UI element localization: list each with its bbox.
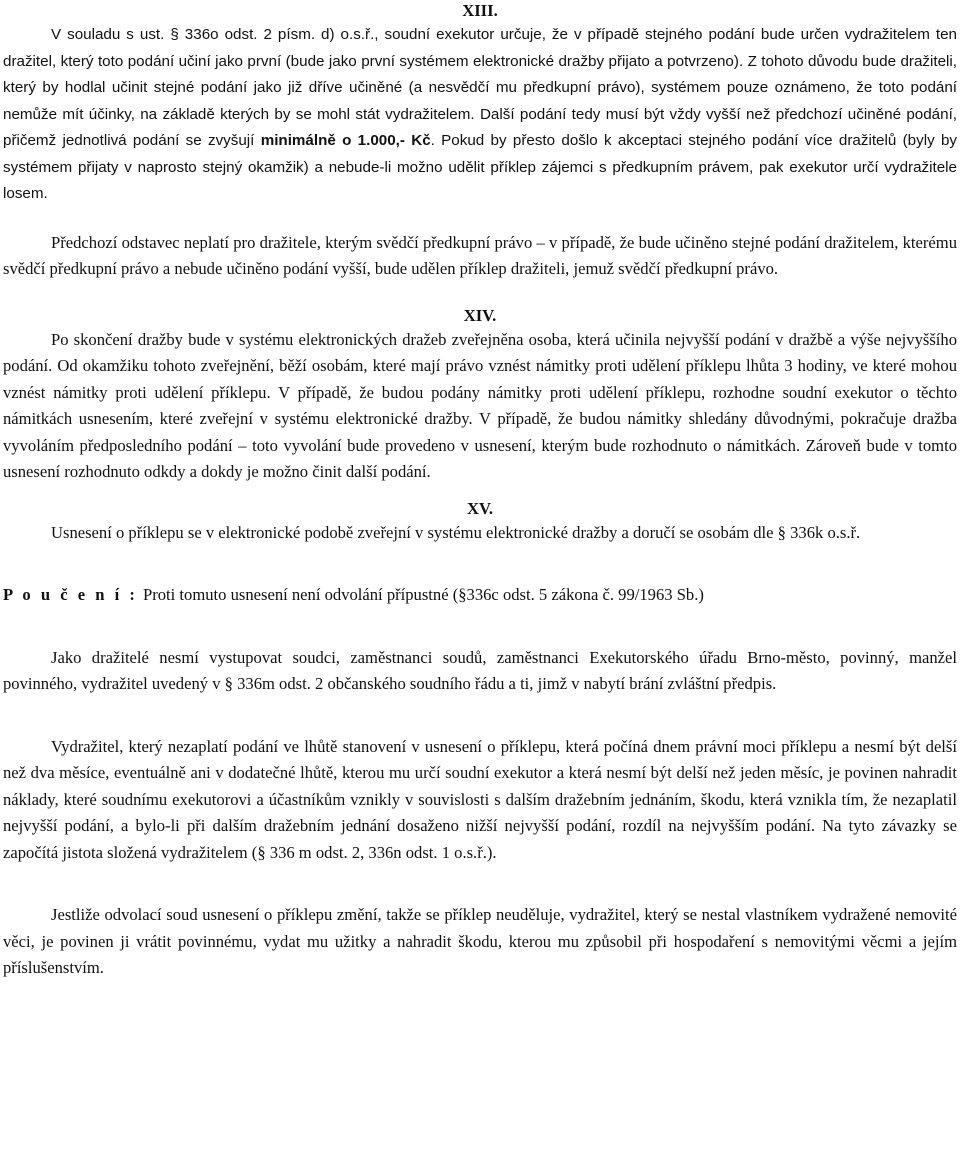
paragraph-same-bid-rule [3, 22, 957, 208]
paragraph-publication: Usnesení o příklepu se v elektronické podobě zveřejní v systému elektronické dražby a doručí se osobám dle § 336k o.s.ř. [51, 522, 861, 542]
paragraph-objections: Po skončení dražby bude v systému elektronických dražeb zveřejněna osoba, která učinila nejvyšší podání v dražbě a výše nejvyššího podání. Od okamžiku tohoto zveřejnění, běží osobám, které mají právo vznést námitky proti udělení příklepu lhůta 3 hodiny, ve které mohou vznést námitky proti udělení příklepu. V případě, že budou podány námitky proti udělení příklepu, rozhodne soudní exekutor o těchto námitkách usnesením, které zveřejní v systému elektronické dražby. V případě, že budou námitky shledány důvodnými, pokračuje dražba vyvoláním předposledního podání – toto vyvolání bude provedeno v usnesení, kterým bude rozhodnuto o námitkách. Zároveň bude v tomto usnesení rozhodnuto odkdy a dokdy je možno činit další podání. [3, 329, 957, 481]
section-heading-xiv: XIV. [463, 305, 497, 325]
instruction-text: Proti tomuto usnesení není odvolání přípustné (§336c odst. 5 zákona č. 99/1963 Sb.) [143, 585, 704, 604]
paragraph-bidder-exclusion: Jako dražitelé nesmí vystupovat soudci, zaměstnanci soudů, zaměstnanci Exekutorského úřadu Brno-město, povinný, manžel povinného, vydražitel uvedený v § 336m odst. 2 občanského soudního řádu a ti, jimž v nabytí brání zvláštní předpis. [3, 647, 957, 693]
paragraph-appeal-change: Jestliže odvolací soud usnesení o příklepu změní, takže se příklep neuděluje, vydražitel, který se nestal vlastníkem vydražené nemovité věci, je povinen ji vrátit povinnému, vydat mu užitky a nahradit škodu, kterou mu způsobil při hospodaření s nemovitými věcmi a jejím příslušenstvím. [3, 905, 957, 977]
instruction-label: P o u č e n í : [3, 585, 138, 604]
higher-bid-text: Další podání tedy musí být vždy vyšší než předchozí učiněné podání, přičemž jednotlivá podání se zvyšují [3, 105, 958, 149]
minimum-increment: minimálně o 1.000,- Kč [260, 132, 431, 149]
lot-draw-text: . Pokud by přesto došlo k akceptaci stejného podání více dražitelů (byly by systémem přijaty v naprosto stejný okamžik) a nebude-li možno udělit příklep zájemci s předkupním právem, pak exekutor určí vydražitele losem. [3, 132, 957, 202]
document-page [3, 0, 957, 982]
section-heading-xv: XV. [467, 498, 493, 518]
paragraph-preemption-exception: Předchozí odstavec neplatí pro dražitele, kterým svědčí předkupní právo – v případě, že bude učiněno stejné podání dražitelem, kterému svědčí předkupní právo a nebude učiněno podání vyšší, bude udělen příklep dražiteli, jemuž svědčí předkupní právo. [3, 232, 957, 278]
paragraph-non-payment: Vydražitel, který nezaplatí podání ve lhůtě stanovení v usnesení o příklepu, která počíná dnem právní moci příklepu a nesmí být delší než dva měsíce, eventuálně ani v dodatečné lhůtě, kterou mu určí soudní exekutor a která nesmí být delší než jeden měsíc, je povinen nahradit náklady, které soudnímu exekutorovi a účastníkům vznikly v souvislosti s dalším dražebním jednáním, škodu, která vznikla tím, že nezaplatil nejvyšší podání, a bylo-li při dalším dražebním jednání dosaženo nižší nejvyšší podání, rozdíl na nejvyšším podání. Na tyto závazky se započítá jistota složená vydražitelem (§ 336 m odst. 2, 336n odst. 1 o.s.ř.). [3, 736, 957, 862]
same-bid-rule-text: V souladu s ust. § 336o odst. 2 písm. d) o.s.ř., soudní exekutor určuje, že v případě stejného podání bude určen vydražitelem ten dražitel, který toto podání učiní jako první (bude jako první systémem elektronické dražby přijato a potvrzeno). Z tohoto důvodu bude dražiteli, který by hodlal učinit stejné podání jako již dříve učiněné (a nesvědčí mu předkupní právo), systémem pouze oznámeno, že toto podání nemůže mít účinky, na základě kterých by se mohl stát vydražitelem. [3, 26, 957, 123]
instruction-row [3, 582, 957, 609]
section-heading-xiii: XIII. [462, 1, 498, 20]
